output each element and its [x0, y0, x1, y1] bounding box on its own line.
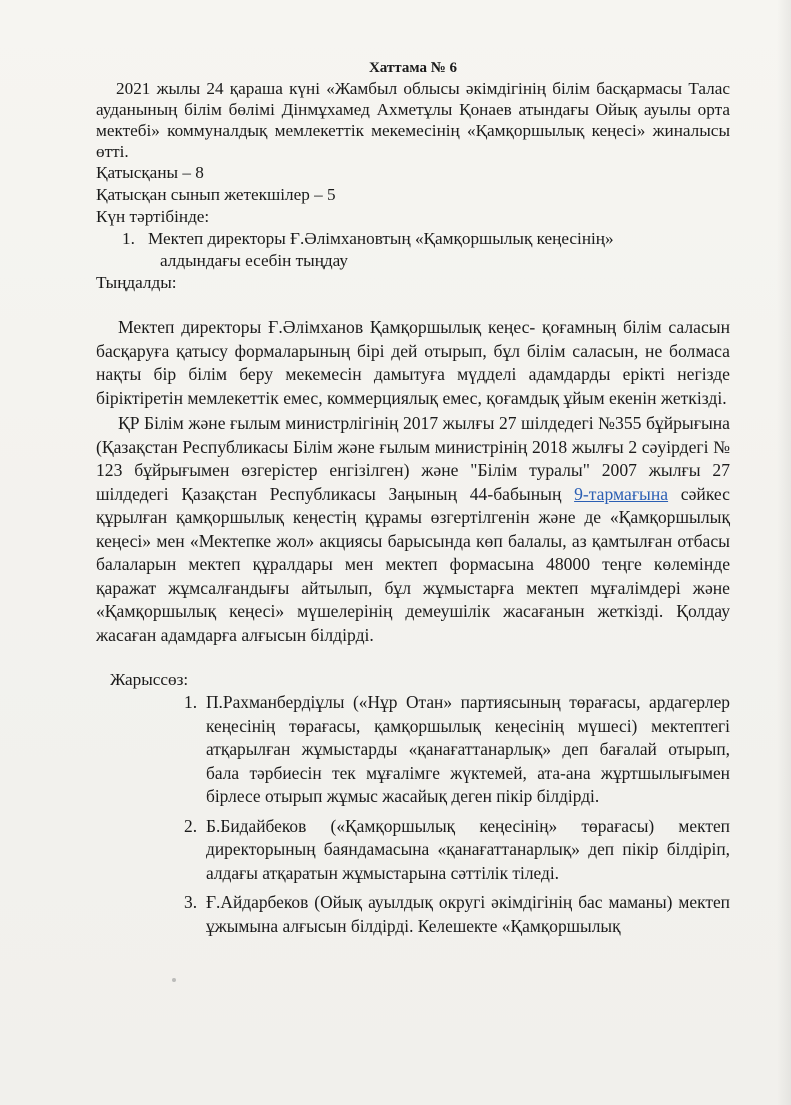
ministry-order-paragraph	[96, 412, 730, 647]
ministry-order-text-end: сәйкес құрылған қамқоршылық кеңестің құрамы өзгертілгенін және де «Қамқоршылық кеңесі» мен «Мектепке жол» акциясы барысында көп балалы, аз қамтылған отбасы балаларын мектеп құралдары мен мектеп формасына 48000 теңге көлемінде қаражат жұмсалғандығы айтылып, бұл жұмыстарға мектеп мұғалімдері және «Қамқоршылық кеңесі» мүшелерінің демеушілік жасағанын жеткізді. Қолдау жасаған адамдарға алғысын білдірді.	[96, 483, 730, 645]
protocol-document	[96, 58, 730, 944]
agenda-item-line-1: Мектеп директоры Ғ.Әлімхановтың «Қамқоршылық кеңесінің»	[148, 229, 614, 248]
scan-speck	[172, 978, 176, 982]
debate-heading: Жарыссөз:	[110, 670, 189, 689]
speaker-number: 1.	[184, 692, 198, 712]
speakers-list	[96, 691, 730, 938]
speaker-item	[186, 891, 730, 938]
attended-count: Қатысқаны – 8	[96, 163, 204, 182]
class-teachers-count: Қатысқан сынып жетекшілер – 5	[96, 185, 336, 204]
listened-heading: Тыңдалды:	[96, 273, 177, 292]
speaker-number: 2.	[184, 815, 198, 836]
article-link[interactable]: 9-тармағына	[574, 483, 669, 504]
speaker-text: Б.Бидайбеков («Қамқоршылық кеңесінің» төрағасы) мектеп директорының баяндамасына «қанағаттанарлық» деп пікір білдіріп, алдағы атқаратын жұмыстарына сәттілік тіледі.	[206, 815, 730, 883]
agenda-item	[96, 228, 730, 272]
agenda-item-number: 1.	[122, 229, 135, 248]
intro-paragraph: 2021 жылы 24 қараша күні «Жамбыл облысы әкімдігінің білім басқармасы Талас ауданының білім бөлімі Дінмұхамед Ахметұлы Қонаев атындағы Ойық ауылы орта мектебі» коммуналдық мемлекеттік мекемесінің «Қамқоршылық кеңесі» жиналысы өтті.	[96, 79, 730, 161]
speaker-item	[186, 691, 730, 809]
agenda-item-line-2: алдындағы есебін тыңдау	[160, 251, 349, 270]
speaker-item	[186, 815, 730, 886]
agenda-heading: Күн тәртібінде:	[96, 207, 210, 226]
speaker-text: Ғ.Айдарбеков (Ойық ауылдық округі әкімдігінің бас маманы) мектеп ұжымына алғысын білдірді. Келешекте «Қамқоршылық	[206, 892, 730, 936]
speaker-text: П.Рахманбердіұлы («Нұр Отан» партиясының төрағасы, ардагерлер кеңесінің төрағасы, қамқоршылық кеңесінің мүшесі) мектептегі атқарылған жұмыстарды «қанағаттанарлық» деп бағалай отырып, бала тәрбиесін тек мұғалімге жүктемей, ата-ана жұртшылығымен бірлесе отырып жұмыс жасайық деген пікір білдірді.	[206, 692, 730, 806]
page-edge-shadow	[777, 0, 791, 1105]
document-title: Хаттама № 6	[368, 60, 458, 76]
speaker-number: 3.	[184, 892, 198, 912]
director-report-paragraph: Мектеп директоры Ғ.Әлімханов Қамқоршылық кеңес- қоғамның білім саласын басқаруға қатысу формаларының бірі дей отырып, бұл білім саласын, не болмаса нақты бір білім беру мекемесін дамытуға мүдделі адамдарды ерікті негізде біріктіретін мемлекеттік емес, коммерциялық емес, қоғамдық ұйым екенін жеткізді.	[96, 317, 730, 408]
ministry-order-text-start: ҚР Білім және ғылым министрлігінің 2017 жылғы 27 шілдедегі №355 бұйрығына (Қазақстан Республикасы Білім және ғылым министрінің 2018 жылғы 2 сәуірдегі № 123 бұйрығымен өзгерістер енгізілген) және "Білім туралы" 2007 жылғы 27 шілдедегі Қазақстан Республикасы Заңының 44-бабының	[96, 413, 730, 504]
